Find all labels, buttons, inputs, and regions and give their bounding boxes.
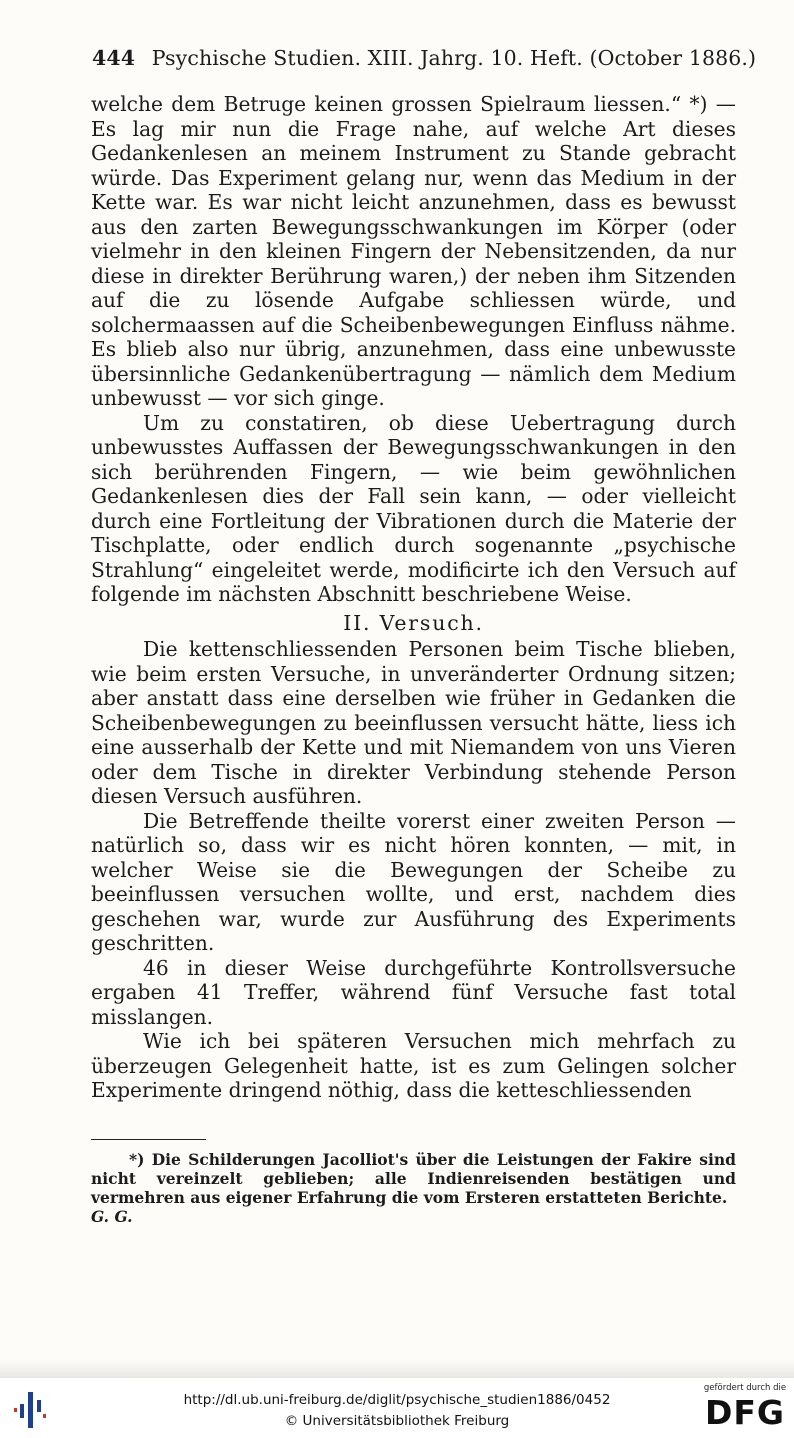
paragraph-4: Die Betreffende theilte vorerst einer zweiten Person — natürlich so, dass wir es nicht hören konnten, — mit, in welcher Weise sie die Bewegungen der Scheibe zu beeinflussen versuchen wollte, und erst, nachdem dies geschehen war, wurde zur Ausführung des Experiments geschritten. xyxy=(91,808,736,955)
dfg-logo: DFG xyxy=(704,1393,786,1432)
running-header xyxy=(92,46,757,76)
copyright-text: © Universitätsbibliothek Freiburg xyxy=(284,1413,510,1429)
scan-edge xyxy=(0,1360,794,1378)
ub-freiburg-logo-icon xyxy=(12,1390,48,1430)
page-number: 444 xyxy=(92,46,136,70)
footnote-text: *) Die Schilderungen Jacolliot's über die Leistungen der Fakire sind nicht vereinzelt geblieben; alle Indienreisenden bestätigen und vermehren aus eigener Erfahrung die vom Ersteren erstatteten Berichte. xyxy=(91,1150,736,1207)
paragraph-5: 46 in dieser Weise durchgeführte Kontrollsversuche ergaben 41 Treffer, während fünf Versuche fast total misslangen. xyxy=(91,955,736,1029)
footnote xyxy=(91,1150,736,1226)
footnote-rule xyxy=(91,1139,206,1140)
footnote-signature: G. G. xyxy=(91,1207,133,1226)
permalink-link[interactable]: http://dl.ub.uni-freiburg.de/diglit/psychische_studien1886/0452 xyxy=(183,1392,611,1408)
paragraph-2: Um zu constatiren, ob diese Uebertragung durch unbewusstes Auffassen der Bewegungsschwankungen in den sich berührenden Fingern, — wie beim gewöhnlichen Gedankenlesen dies der Fall sein kann, — oder vielleicht durch eine Fortleitung der Vibrationen durch die Materie der Tischplatte, oder endlich durch sogenannte „psychische Strahlung“ eingeleitet werde, modificirte ich den Versuch auf folgende im nächsten Abschnitt beschriebene Weise. xyxy=(91,410,736,606)
section-heading: II. Versuch. xyxy=(343,610,484,635)
paragraph-6: Wie ich bei späteren Versuchen mich mehrfach zu überzeugen Gelegenheit hatte, ist es zum Gelingen solcher Experimente dringend nöthig, dass die ketteschliessenden xyxy=(91,1029,736,1102)
main-text xyxy=(91,92,736,1103)
paragraph-1: welche dem Betruge keinen grossen Spielraum liessen.“ *) — Es lag mir nun die Frage nahe, auf welche Art dieses Gedankenlesen an meinem Instrument zu Stande gebracht würde. Das Experiment gelang nur, wenn das Medium in der Kette war. Es war nicht leicht anzunehmen, dass es bewusst aus den zarten Bewegungsschwankungen im Körper (oder vielmehr in den kleinen Fingern der Nebensitzenden, da nur diese in direkter Berührung waren,) der neben ihm Sitzenden auf die zu lösende Aufgabe schliessen würde, und solchermaassen auf die Scheibenbewegungen Einfluss nähme. Es blieb also nur übrig, anzunehmen, dass eine unbewusste übersinnliche Gedankenübertragung — nämlich dem Medium unbewusst — vor sich ginge. xyxy=(91,92,736,410)
funder-note: gefördert durch die xyxy=(703,1383,787,1393)
paragraph-3: Die kettenschliessenden Personen beim Tische blieben, wie beim ersten Versuche, in unveränderter Ordnung sitzen; aber anstatt dass eine derselben wie früher in Gedanken die Scheibenbewegungen zu beeinflussen versucht hätte, liess ich eine ausserhalb der Kette und mit Niemandem von uns Vieren oder dem Tische in direkter Verbindung stehende Person diesen Versuch ausführen. xyxy=(91,637,736,808)
running-title: Psychische Studien. XIII. Jahrg. 10. Heft. (October 1886.) xyxy=(151,46,757,70)
digitization-footer xyxy=(0,1378,794,1438)
